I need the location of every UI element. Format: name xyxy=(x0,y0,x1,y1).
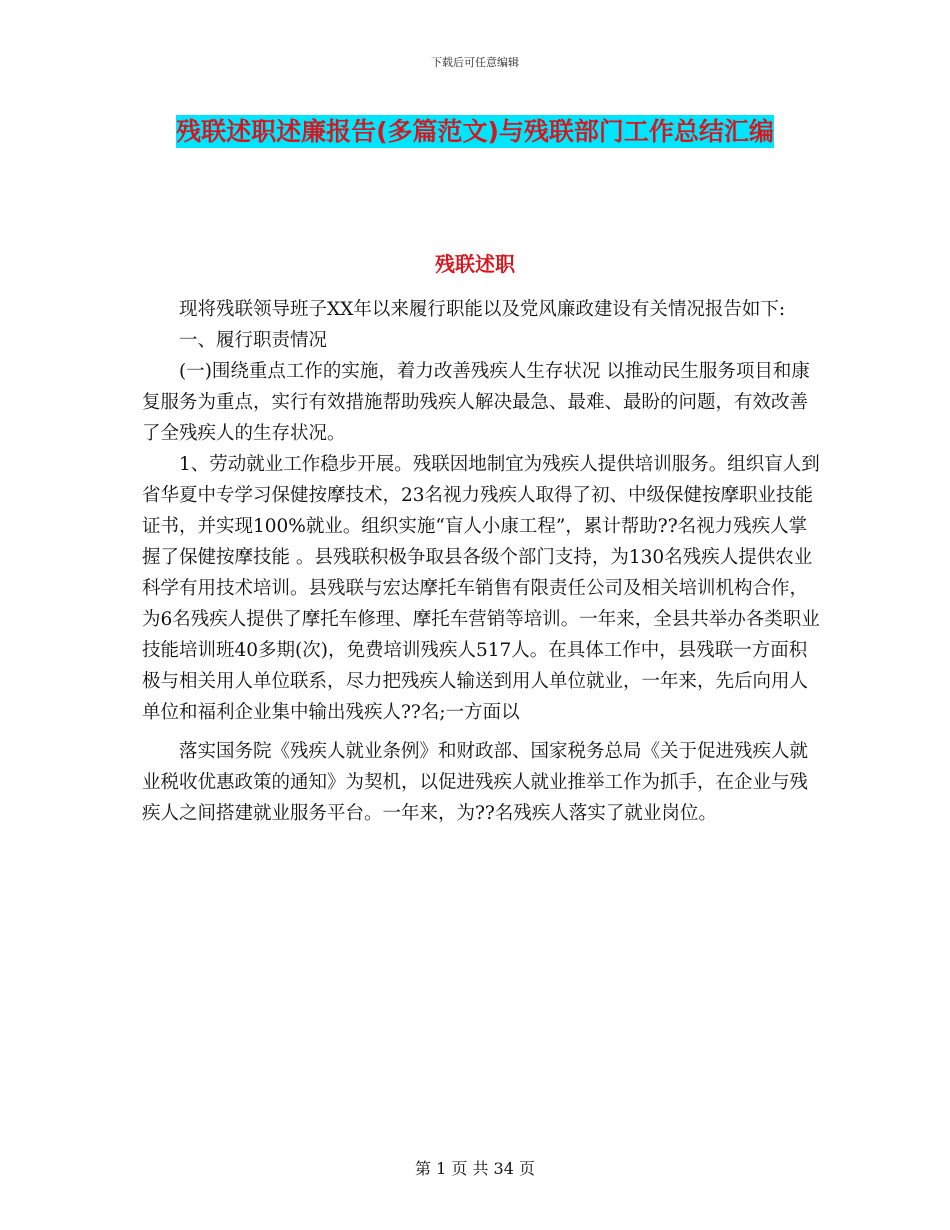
header-note: 下载后可任意编辑 xyxy=(431,56,519,69)
paragraph-regulations: 落实国务院《残疾人就业条例》和财政部、国家税务总局《关于促进残疾人就业税收优惠政策的通知》为契机，以促进残疾人就业推举工作为抓手，在企业与残疾人之间搭建就业服务平台。一年来，为??名残疾人落实了就业岗位。 xyxy=(142,741,809,824)
paragraph-intro: 现将残联领导班子XX年以来履行职能以及党风廉政建设有关情况报告如下: xyxy=(179,299,786,320)
page-number: 第 1 页 共 34 页 xyxy=(415,1159,535,1178)
paragraph-employment: 1、劳动就业工作稳步开展。残联因地制宜为残疾人提供培训服务。组织盲人到省华夏中专学习保健按摩技术，23名视力残疾人取得了初、中级保健按摩职业技能证书，并实现100%就业。组织实施“盲人小康工程”，累计帮助??名视力残疾人掌握了保健按摩技能 。县残联积极争取县各级个部门支持，为130名残疾人提供农业科学有用技术培训。县残联与宏达摩托车销售有限责任公司及相关培训机构合作，为6名残疾人提供了摩托车修理、摩托车营销等培训。一年来，全县共举办各类职业技能培训班40多期(次)，免费培训残疾人517人。在具体工作中，县残联一方面积极与相关用人单位联系，尽力把残疾人输送到用人单位就业，一年来，先后向用人单位和福利企业集中输出残疾人??名;一方面以 xyxy=(142,454,820,723)
paragraph-key-work: (一)围绕重点工作的实施，着力改善残疾人生存状况 以推动民生服务项目和康复服务为重点，实行有效措施帮助残疾人解决最急、最难、最盼的问题，有效改善了全残疾人的生存状况。 xyxy=(142,361,810,444)
document-body xyxy=(142,294,822,829)
document-title-text: 残联述职述廉报告(多篇范文)与残联部门工作总结汇编 xyxy=(176,117,774,146)
paragraph-heading-duties: 一、履行职责情况 xyxy=(179,330,328,351)
section-heading: 残联述职 xyxy=(435,252,515,276)
document-title xyxy=(150,110,800,154)
